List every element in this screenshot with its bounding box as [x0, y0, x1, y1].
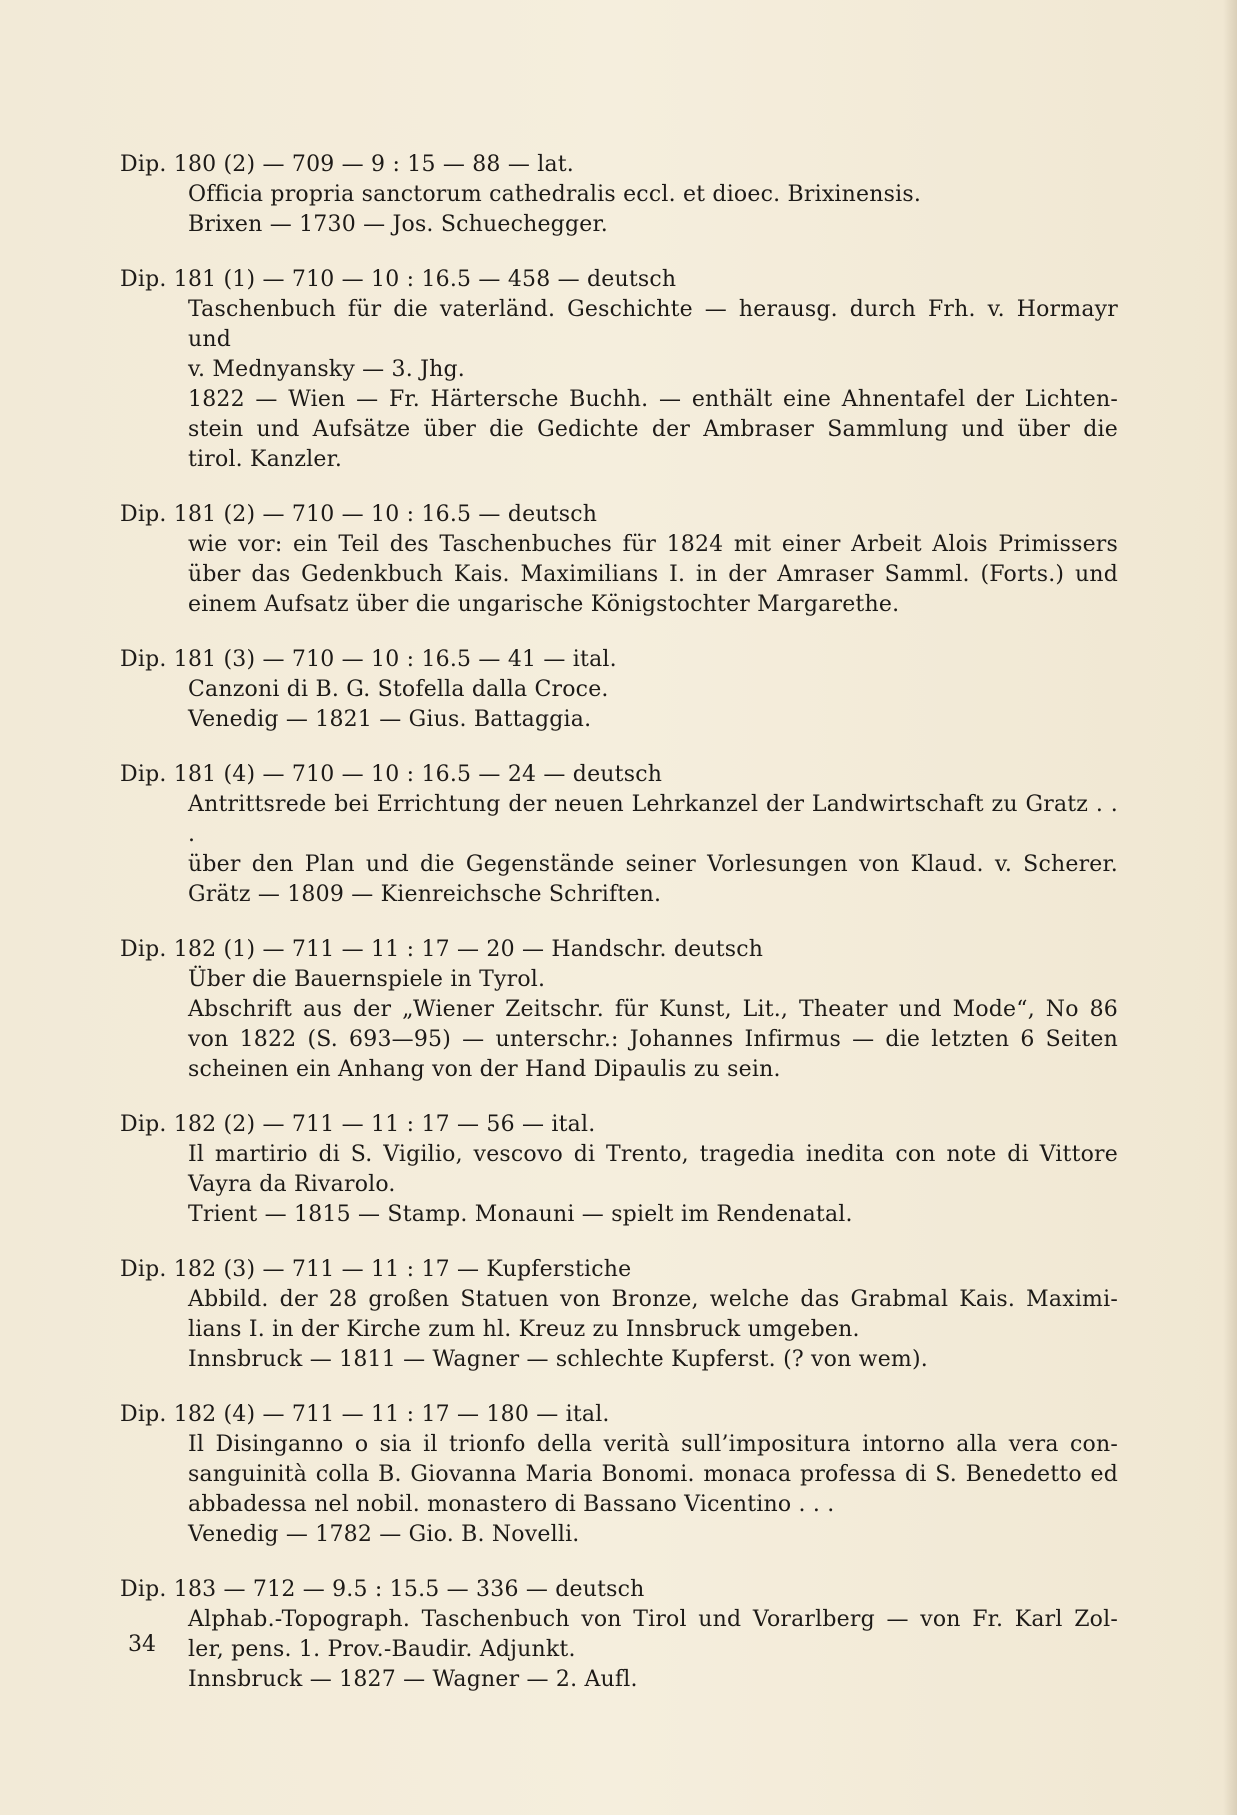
entry-text-line: abbadessa nel nobil. monastero di Bassano Vicentino . . . — [188, 1492, 835, 1517]
catalog-entries — [120, 150, 1120, 1720]
entry-text-line: Alphab.-Topograph. Taschenbuch von Tirol und Vorarlberg — von Fr. Karl Zol- — [188, 1607, 1118, 1632]
entry-text-line: stein und Aufsätze über die Gedichte der Ambraser Sammlung und über die — [188, 417, 1118, 442]
entry-text-line: 1822 — Wien — Fr. Härtersche Buchh. — enthält eine Ahnentafel der Lichten- — [188, 387, 1118, 412]
entry-text-line: Vayra da Rivarolo. — [188, 1172, 396, 1197]
entry-text-line: Brixen — 1730 — Jos. Schuechegger. — [188, 212, 608, 237]
catalog-entry — [120, 265, 1120, 475]
page-number: 34 — [128, 1632, 156, 1657]
entry-text-line: Abschrift aus der „Wiener Zeitschr. für Kunst, Lit., Theater und Mode“, No 86 — [188, 997, 1118, 1022]
entry-heading: Dip. 182 (1) — 711 — 11 : 17 — 20 — Handschr. deutsch — [120, 937, 764, 962]
entry-text-line: Abbild. der 28 großen Statuen von Bronze, welche das Grabmal Kais. Maximi- — [188, 1287, 1118, 1312]
entry-text-line: einem Aufsatz über die ungarische Königstochter Margarethe. — [188, 592, 900, 617]
entry-text-line: Officia propria sanctorum cathedralis eccl. et dioec. Brixinensis. — [188, 182, 922, 207]
catalog-entry — [120, 1110, 1120, 1230]
catalog-entry — [120, 1255, 1120, 1375]
entry-text-line: Venedig — 1782 — Gio. B. Novelli. — [188, 1522, 580, 1547]
entry-text-line: über das Gedenkbuch Kais. Maximilians I. in der Amraser Samml. (Forts.) und — [188, 562, 1118, 587]
entry-text-line: Venedig — 1821 — Gius. Battaggia. — [188, 707, 592, 732]
catalog-entry — [120, 1575, 1120, 1695]
entry-text-line: von 1822 (S. 693—95) — unterschr.: Johannes Infirmus — die letzten 6 Seiten — [188, 1027, 1118, 1052]
entry-text-line: Über die Bauernspiele in Tyrol. — [188, 967, 546, 992]
entry-heading: Dip. 182 (3) — 711 — 11 : 17 — Kupferstiche — [120, 1257, 632, 1282]
entry-heading: Dip. 183 — 712 — 9.5 : 15.5 — 336 — deutsch — [120, 1577, 645, 1602]
entry-text-line: Il Disinganno o sia il trionfo della verità sull’impositura intorno alla vera con- — [188, 1432, 1118, 1457]
entry-text-line: scheinen ein Anhang von der Hand Dipaulis zu sein. — [188, 1057, 781, 1082]
entry-text-line: tirol. Kanzler. — [188, 447, 343, 472]
catalog-entry — [120, 1400, 1120, 1550]
entry-text-line: v. Mednyansky — 3. Jhg. — [188, 357, 466, 382]
entry-text-line: Innsbruck — 1827 — Wagner — 2. Aufl. — [188, 1667, 638, 1692]
catalog-entry — [120, 935, 1120, 1085]
catalog-entry — [120, 645, 1120, 735]
entry-heading: Dip. 182 (4) — 711 — 11 : 17 — 180 — ital. — [120, 1402, 610, 1427]
entry-text-line: ler, pens. 1. Prov.-Baudir. Adjunkt. — [188, 1637, 576, 1662]
entry-text-line: Canzoni di B. G. Stofella dalla Croce. — [188, 677, 609, 702]
entry-heading: Dip. 181 (1) — 710 — 10 : 16.5 — 458 — deutsch — [120, 267, 677, 292]
entry-text-line: Innsbruck — 1811 — Wagner — schlechte Kupferst. (? von wem). — [188, 1347, 928, 1372]
entry-text-line: Il martirio di S. Vigilio, vescovo di Trento, tragedia inedita con note di Vittore — [188, 1142, 1118, 1167]
entry-text-line: Antrittsrede bei Errichtung der neuen Lehrkanzel der Landwirtschaft zu Gratz . . . — [188, 792, 1118, 847]
entry-text-line: wie vor: ein Teil des Taschenbuches für 1824 mit einer Arbeit Alois Primissers — [188, 532, 1118, 557]
entry-text-line: Trient — 1815 — Stamp. Monauni — spielt im Rendenatal. — [188, 1202, 853, 1227]
entry-heading: Dip. 181 (3) — 710 — 10 : 16.5 — 41 — ital. — [120, 647, 617, 672]
catalog-entry — [120, 150, 1120, 240]
entry-heading: Dip. 181 (2) — 710 — 10 : 16.5 — deutsch — [120, 502, 598, 527]
entry-text-line: sanguinità colla B. Giovanna Maria Bonomi. monaca professa di S. Benedetto ed — [188, 1462, 1118, 1487]
entry-text-line: über den Plan und die Gegenstände seiner Vorlesungen von Klaud. v. Scherer. — [188, 852, 1118, 877]
catalog-entry — [120, 500, 1120, 620]
entry-heading: Dip. 181 (4) — 710 — 10 : 16.5 — 24 — deutsch — [120, 762, 663, 787]
entry-text-line: Taschenbuch für die vaterländ. Geschichte — herausg. durch Frh. v. Hormayr und — [188, 297, 1118, 352]
entry-heading: Dip. 180 (2) — 709 — 9 : 15 — 88 — lat. — [120, 152, 574, 177]
entry-text-line: Grätz — 1809 — Kienreichsche Schriften. — [188, 882, 662, 907]
entry-heading: Dip. 182 (2) — 711 — 11 : 17 — 56 — ital. — [120, 1112, 596, 1137]
entry-text-line: lians I. in der Kirche zum hl. Kreuz zu Innsbruck umgeben. — [188, 1317, 860, 1342]
catalog-entry — [120, 760, 1120, 910]
